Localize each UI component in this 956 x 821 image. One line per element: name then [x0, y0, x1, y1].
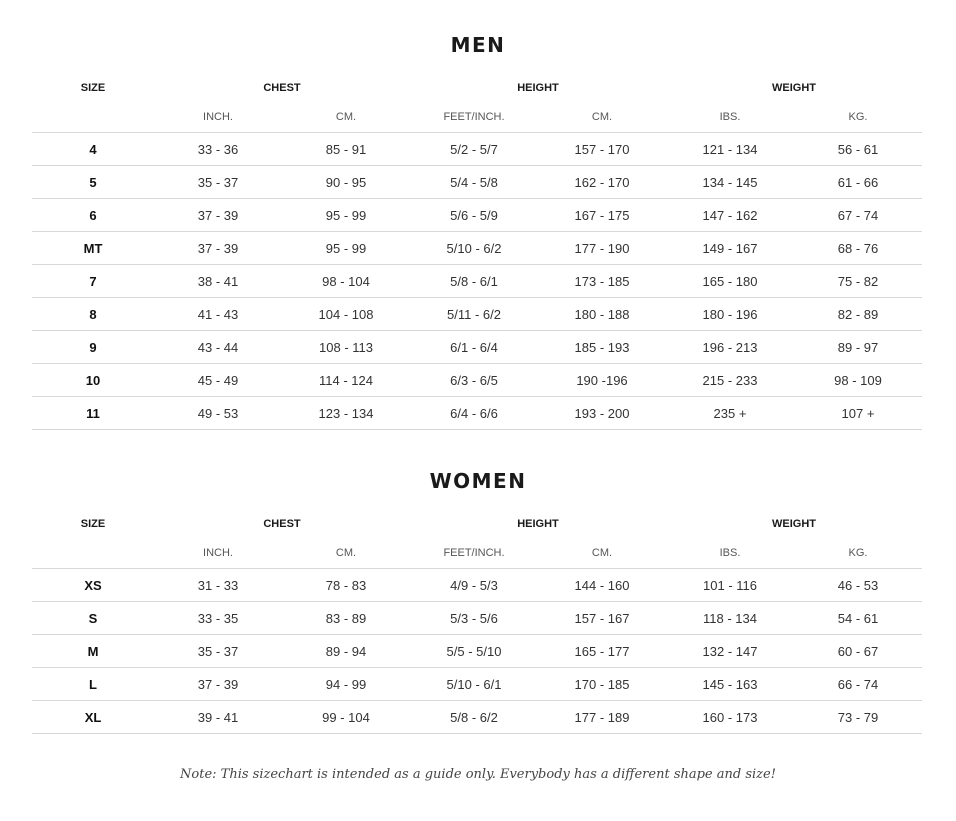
- cell-chest-cm: 89 - 94: [282, 635, 410, 668]
- cell-height-feet: 5/5 - 5/10: [410, 635, 538, 668]
- table-row: [32, 133, 922, 166]
- men-unit-weight-lbs: IBS.: [666, 102, 794, 133]
- cell-weight-lbs: 180 - 196: [666, 298, 794, 331]
- men-unit-height-cm: CM.: [538, 102, 666, 133]
- cell-weight-lbs: 134 - 145: [666, 166, 794, 199]
- cell-chest-inch: 37 - 39: [154, 668, 282, 701]
- cell-height-cm: 177 - 190: [538, 232, 666, 265]
- women-unit-blank: [32, 538, 154, 569]
- men-size-table: [32, 74, 922, 430]
- cell-weight-lbs: 132 - 147: [666, 635, 794, 668]
- cell-height-cm: 157 - 170: [538, 133, 666, 166]
- cell-height-feet: 5/11 - 6/2: [410, 298, 538, 331]
- cell-height-cm: 167 - 175: [538, 199, 666, 232]
- cell-size: MT: [32, 232, 154, 265]
- cell-height-feet: 5/6 - 5/9: [410, 199, 538, 232]
- cell-weight-kg: 89 - 97: [794, 331, 922, 364]
- cell-height-cm: 190 -196: [538, 364, 666, 397]
- cell-height-cm: 170 - 185: [538, 668, 666, 701]
- men-height-header: HEIGHT: [517, 82, 559, 94]
- women-weight-header: WEIGHT: [772, 518, 816, 530]
- cell-chest-cm: 114 - 124: [282, 364, 410, 397]
- cell-chest-cm: 83 - 89: [282, 602, 410, 635]
- men-chest-header: CHEST: [263, 82, 301, 94]
- men-section-title: MEN: [450, 33, 506, 57]
- cell-weight-kg: 107 +: [794, 397, 922, 430]
- cell-size: 10: [32, 364, 154, 397]
- cell-size: 4: [32, 133, 154, 166]
- cell-height-cm: 173 - 185: [538, 265, 666, 298]
- cell-size: L: [32, 668, 154, 701]
- cell-chest-cm: 98 - 104: [282, 265, 410, 298]
- cell-chest-inch: 43 - 44: [154, 331, 282, 364]
- cell-weight-lbs: 196 - 213: [666, 331, 794, 364]
- cell-height-cm: 180 - 188: [538, 298, 666, 331]
- cell-weight-lbs: 145 - 163: [666, 668, 794, 701]
- men-unit-chest-cm: CM.: [282, 102, 410, 133]
- cell-height-cm: 177 - 189: [538, 701, 666, 734]
- cell-height-feet: 6/4 - 6/6: [410, 397, 538, 430]
- men-unit-chest-inch: INCH.: [154, 102, 282, 133]
- cell-chest-inch: 35 - 37: [154, 166, 282, 199]
- cell-size: 8: [32, 298, 154, 331]
- cell-chest-cm: 85 - 91: [282, 133, 410, 166]
- cell-chest-inch: 41 - 43: [154, 298, 282, 331]
- cell-weight-lbs: 147 - 162: [666, 199, 794, 232]
- women-unit-weight-lbs: IBS.: [666, 538, 794, 569]
- men-unit-header-row: [32, 102, 922, 133]
- cell-height-cm: 185 - 193: [538, 331, 666, 364]
- cell-weight-lbs: 160 - 173: [666, 701, 794, 734]
- cell-chest-cm: 104 - 108: [282, 298, 410, 331]
- cell-weight-kg: 66 - 74: [794, 668, 922, 701]
- men-size-header: SIZE: [80, 82, 106, 94]
- cell-weight-kg: 75 - 82: [794, 265, 922, 298]
- cell-chest-cm: 123 - 134: [282, 397, 410, 430]
- table-row: [32, 232, 922, 265]
- table-row: [32, 199, 922, 232]
- table-row: [32, 298, 922, 331]
- table-row: [32, 602, 922, 635]
- women-size-table: [32, 510, 922, 734]
- men-unit-blank: [32, 102, 154, 133]
- cell-height-cm: 157 - 167: [538, 602, 666, 635]
- women-chest-header: CHEST: [263, 518, 301, 530]
- women-unit-chest-cm: CM.: [282, 538, 410, 569]
- table-row: [32, 265, 922, 298]
- table-row: [32, 569, 922, 602]
- men-weight-header: WEIGHT: [772, 82, 816, 94]
- cell-weight-lbs: 101 - 116: [666, 569, 794, 602]
- size-guide-note: Note: This sizechart is intended as a guide only. Everybody has a different shape and size!: [180, 767, 776, 782]
- cell-weight-kg: 73 - 79: [794, 701, 922, 734]
- men-table-body: [32, 133, 922, 430]
- cell-chest-cm: 95 - 99: [282, 199, 410, 232]
- table-row: [32, 397, 922, 430]
- cell-height-feet: 6/3 - 6/5: [410, 364, 538, 397]
- cell-weight-kg: 61 - 66: [794, 166, 922, 199]
- table-row: [32, 331, 922, 364]
- cell-chest-inch: 38 - 41: [154, 265, 282, 298]
- men-group-header-row: [32, 74, 922, 102]
- cell-weight-lbs: 149 - 167: [666, 232, 794, 265]
- cell-chest-cm: 90 - 95: [282, 166, 410, 199]
- cell-height-feet: 5/10 - 6/1: [410, 668, 538, 701]
- cell-height-feet: 5/8 - 6/2: [410, 701, 538, 734]
- women-unit-header-row: [32, 538, 922, 569]
- cell-chest-inch: 33 - 35: [154, 602, 282, 635]
- cell-weight-kg: 67 - 74: [794, 199, 922, 232]
- cell-weight-lbs: 118 - 134: [666, 602, 794, 635]
- cell-height-cm: 165 - 177: [538, 635, 666, 668]
- cell-height-cm: 162 - 170: [538, 166, 666, 199]
- cell-weight-kg: 82 - 89: [794, 298, 922, 331]
- cell-weight-kg: 54 - 61: [794, 602, 922, 635]
- cell-height-feet: 5/3 - 5/6: [410, 602, 538, 635]
- cell-weight-lbs: 215 - 233: [666, 364, 794, 397]
- cell-size: 5: [32, 166, 154, 199]
- cell-height-feet: 5/10 - 6/2: [410, 232, 538, 265]
- cell-weight-lbs: 121 - 134: [666, 133, 794, 166]
- cell-weight-lbs: 165 - 180: [666, 265, 794, 298]
- table-row: [32, 166, 922, 199]
- women-height-header: HEIGHT: [517, 518, 559, 530]
- women-unit-height-cm: CM.: [538, 538, 666, 569]
- cell-chest-inch: 35 - 37: [154, 635, 282, 668]
- cell-size: XL: [32, 701, 154, 734]
- cell-chest-inch: 31 - 33: [154, 569, 282, 602]
- table-row: [32, 635, 922, 668]
- cell-chest-inch: 45 - 49: [154, 364, 282, 397]
- table-row: [32, 701, 922, 734]
- women-unit-height-feet: FEET/INCH.: [410, 538, 538, 569]
- cell-size: 7: [32, 265, 154, 298]
- cell-size: XS: [32, 569, 154, 602]
- table-row: [32, 364, 922, 397]
- cell-chest-inch: 49 - 53: [154, 397, 282, 430]
- cell-weight-kg: 56 - 61: [794, 133, 922, 166]
- women-section-title: WOMEN: [429, 469, 527, 493]
- table-row: [32, 668, 922, 701]
- cell-chest-inch: 37 - 39: [154, 199, 282, 232]
- cell-chest-inch: 33 - 36: [154, 133, 282, 166]
- women-unit-weight-kg: KG.: [794, 538, 922, 569]
- cell-weight-kg: 98 - 109: [794, 364, 922, 397]
- cell-weight-kg: 60 - 67: [794, 635, 922, 668]
- women-size-header: SIZE: [80, 518, 106, 530]
- cell-height-feet: 5/8 - 6/1: [410, 265, 538, 298]
- women-table-body: [32, 569, 922, 734]
- cell-chest-inch: 39 - 41: [154, 701, 282, 734]
- cell-chest-cm: 94 - 99: [282, 668, 410, 701]
- cell-height-feet: 6/1 - 6/4: [410, 331, 538, 364]
- cell-height-feet: 5/2 - 5/7: [410, 133, 538, 166]
- cell-chest-cm: 78 - 83: [282, 569, 410, 602]
- cell-size: 9: [32, 331, 154, 364]
- cell-height-cm: 144 - 160: [538, 569, 666, 602]
- cell-size: 11: [32, 397, 154, 430]
- women-group-header-row: [32, 510, 922, 538]
- men-unit-weight-kg: KG.: [794, 102, 922, 133]
- cell-chest-cm: 99 - 104: [282, 701, 410, 734]
- women-unit-chest-inch: INCH.: [154, 538, 282, 569]
- men-unit-height-feet: FEET/INCH.: [410, 102, 538, 133]
- cell-chest-cm: 95 - 99: [282, 232, 410, 265]
- cell-chest-cm: 108 - 113: [282, 331, 410, 364]
- cell-weight-lbs: 235 +: [666, 397, 794, 430]
- cell-height-cm: 193 - 200: [538, 397, 666, 430]
- cell-size: 6: [32, 199, 154, 232]
- cell-size: S: [32, 602, 154, 635]
- cell-chest-inch: 37 - 39: [154, 232, 282, 265]
- cell-weight-kg: 68 - 76: [794, 232, 922, 265]
- cell-height-feet: 5/4 - 5/8: [410, 166, 538, 199]
- cell-weight-kg: 46 - 53: [794, 569, 922, 602]
- cell-size: M: [32, 635, 154, 668]
- cell-height-feet: 4/9 - 5/3: [410, 569, 538, 602]
